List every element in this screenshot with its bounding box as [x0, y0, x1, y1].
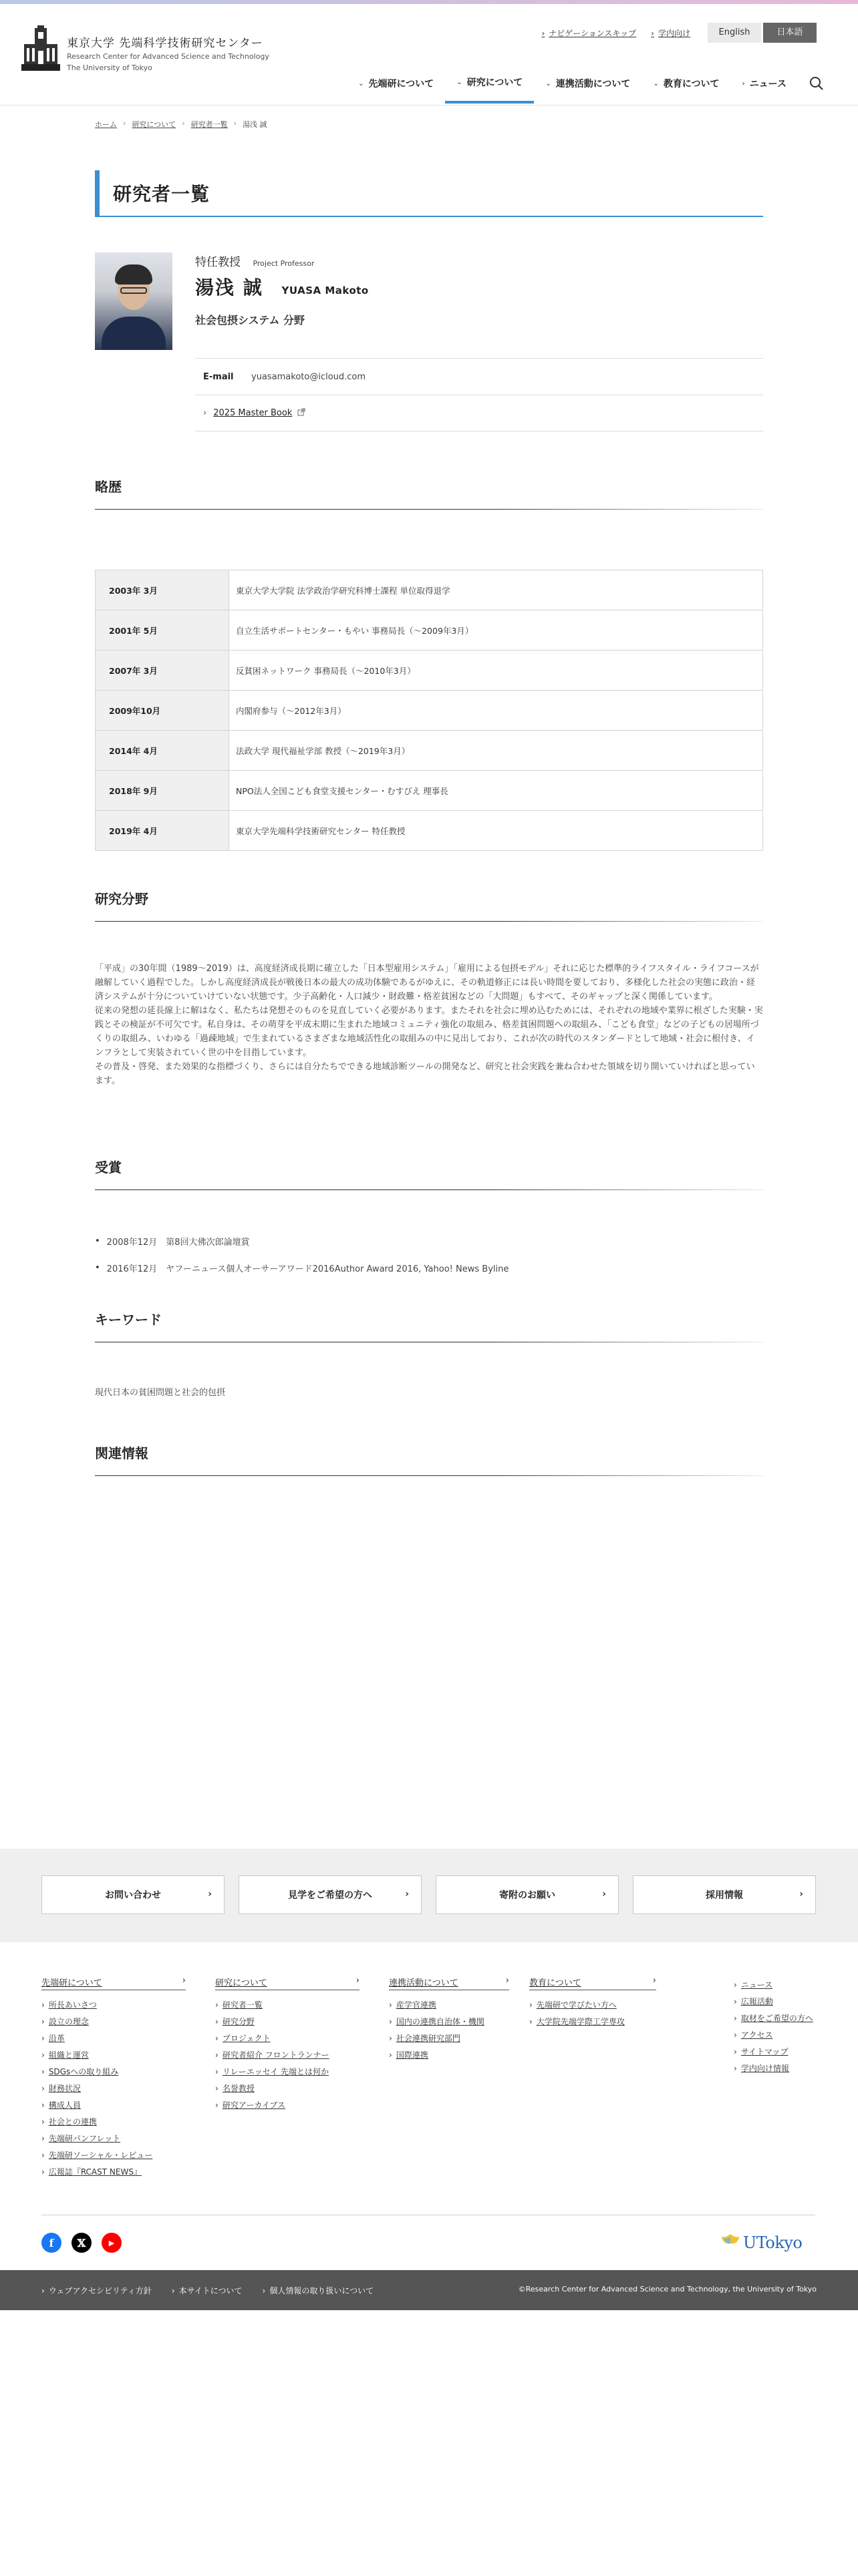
footer-link[interactable]: › アクセス	[734, 2027, 827, 2044]
table-row	[96, 651, 763, 691]
master-book-link[interactable]: 2025 Master Book	[213, 408, 293, 418]
footer-heading[interactable]: 先端研について ›	[41, 1976, 186, 1990]
section-heading-career: 略歴	[95, 476, 763, 510]
lang-english-button[interactable]: English	[708, 23, 761, 43]
career-year: 2003年 3月	[96, 570, 229, 610]
email-label: E-mail	[203, 371, 234, 382]
logo-university-en: The University of Tokyo	[67, 63, 152, 72]
footer-bottom-bar	[0, 2270, 858, 2310]
chevron-right-icon: ›	[355, 1976, 360, 1986]
chevron-down-icon: ⌄	[653, 79, 659, 87]
footer-link[interactable]: › プロジェクト	[215, 2030, 360, 2047]
keywords-section	[95, 1309, 763, 1342]
chevron-right-icon: ›	[799, 1889, 803, 1899]
footer-link[interactable]: › SDGsへの取り組み	[41, 2064, 186, 2080]
search-icon[interactable]	[802, 63, 831, 104]
career-detail: 東京大学大学院 法学政治学研究科博士課程 単位取得退学	[229, 570, 763, 610]
table-row	[96, 691, 763, 731]
chevron-right-icon: ›	[602, 1889, 606, 1899]
breadcrumb: ホーム › 研究について › 研究者一覧 › 湯浅 誠	[95, 119, 267, 129]
youtube-icon[interactable]: ▶	[102, 2233, 122, 2253]
research-field: 社会包摂システム 分野	[195, 314, 305, 327]
list-item: • 2008年12月 第8回大佛次郎論壇賞	[95, 1228, 763, 1254]
footer-col-education	[529, 1976, 656, 2030]
career-year: 2014年 4月	[96, 731, 229, 771]
global-nav	[347, 65, 831, 106]
building-logo-icon	[20, 24, 61, 72]
career-year: 2009年10月	[96, 691, 229, 731]
footer-link[interactable]: › 所長あいさつ	[41, 1997, 186, 2014]
career-detail: 法政大学 現代福祉学部 教授（〜2019年3月）	[229, 731, 763, 771]
footer-link[interactable]: › 広報誌『RCAST NEWS』	[41, 2164, 186, 2181]
research-paragraph: 「平成」の30年間（1989〜2019）は、高度経済成長期に確立した「日本型雇用システム」「雇用による包摂モデル」それに応じた標準的ライフスタイル・ライフコースが融解していく過程でした。しかし高度経済成長が戦後日本の最大の成功体験であるがゆえに、その軌道修正には長い時間を要しており、多様化した社会の実態に政治・経済システムが十分についていけていない状態です。少子高齢化・人口減少・財政難・格差貧困などの「大問題」もすべて、そのギャップと深く関係しています。	[95, 964, 759, 1002]
chevron-right-icon: ›	[208, 1889, 212, 1899]
lang-japanese-button[interactable]: 日本語	[763, 23, 817, 43]
master-book-row	[195, 395, 763, 431]
footer-link[interactable]: › 研究アーカイブス	[215, 2097, 360, 2114]
career-section	[95, 476, 763, 510]
footer-link[interactable]: › 広報活動	[734, 1994, 827, 2010]
chevron-right-icon: ›	[203, 408, 207, 418]
donation-button[interactable]: 寄附のお願い ›	[436, 1875, 619, 1914]
chevron-right-icon: ›	[505, 1976, 509, 1986]
awards-section	[95, 1157, 763, 1190]
footer-link[interactable]: › 国際連携	[389, 2047, 509, 2064]
utokyo-wordmark: UTokyo	[743, 2233, 803, 2252]
accessibility-policy-link[interactable]: › ウェブアクセシビリティ方針	[41, 2285, 152, 2296]
footer-link[interactable]: › 国内の連携自治体・機関	[389, 2014, 509, 2030]
position-title-en: Project Professor	[253, 259, 315, 268]
page-title: 研究者一覧	[113, 183, 210, 205]
breadcrumb-home[interactable]: ホーム	[95, 120, 117, 129]
nav-about[interactable]: ⌄ 先端研について	[358, 79, 434, 89]
research-paragraph: 従来の発想の延長線上に解はなく、私たちは発想そのものを見直していく必要があります。またそれを社会に埋め込むためには、それぞれの地域や業界に根ざした実験・実践とその検証が不可欠です。私自身は、その萌芽を平成末期に生まれた地域コミュニティ強化の取組み、格差貧困問題への取組み、「こども食堂」などの子どもの居場所づくりの取組み、いわゆる「過疎地域」で生まれているさまざまな地域活性化の取組みの中に見出しており、これが次の時代のスタンダードとして地域・社会に根付き、インフラとして実装されていく世の中を目指しています。	[95, 1006, 763, 1058]
footer-link[interactable]: › 研究者紹介 フロントランナー	[215, 2047, 360, 2064]
chevron-down-icon: ⌄	[545, 79, 551, 87]
facebook-icon[interactable]: f	[41, 2233, 61, 2253]
logo-title-jp: 東京大学 先端科学技術研究センター	[67, 37, 263, 50]
researcher-photo	[95, 252, 172, 350]
footer-link[interactable]: › サイトマップ	[734, 2044, 827, 2060]
breadcrumb-current: 湯浅 誠	[243, 120, 267, 129]
site-logo[interactable]	[20, 24, 269, 73]
research-description	[95, 962, 763, 1088]
utility-nav	[541, 23, 817, 43]
table-row	[96, 771, 763, 811]
chevron-down-icon: ⌄	[456, 78, 462, 86]
nav-education[interactable]: ⌄ 教育について	[653, 79, 720, 89]
footer-link[interactable]: › 研究分野	[215, 2014, 360, 2030]
footer-link[interactable]: › 組織と運営	[41, 2047, 186, 2064]
footer-link[interactable]: › 財務状況	[41, 2080, 186, 2097]
footer-link[interactable]: › 大学院先端学際工学専攻	[529, 2014, 656, 2030]
footer-link[interactable]: › 社会との連携	[41, 2114, 186, 2131]
footer-link[interactable]: › 先端研パンフレット	[41, 2131, 186, 2147]
footer-col-collaboration	[389, 1976, 509, 2064]
language-switcher	[708, 23, 817, 43]
nav-research[interactable]: ⌄ 研究について	[445, 63, 534, 104]
email-row	[195, 358, 763, 395]
section-heading-keywords: キーワード	[95, 1309, 763, 1342]
footer-link[interactable]: › 産学官連携	[389, 1997, 509, 2014]
footer-heading[interactable]: 教育について ›	[529, 1976, 656, 1990]
internal-link[interactable]: › 学内向け	[651, 27, 690, 39]
career-detail: 自立生活サポートセンター・もやい 事務局長（〜2009年3月）	[229, 610, 763, 651]
copyright-text: ©Research Center for Advanced Science and Technology, the University of Tokyo	[518, 2285, 817, 2293]
chevron-down-icon: ⌄	[358, 79, 364, 87]
researcher-profile	[95, 252, 763, 439]
logo-title-en: Research Center for Advanced Science and Technology	[67, 52, 269, 61]
x-twitter-icon[interactable]: 𝕏	[72, 2233, 92, 2253]
footer-col-about	[41, 1976, 186, 2181]
recruit-button[interactable]: 採用情報 ›	[633, 1875, 816, 1914]
career-detail: 反貧困ネットワーク 事務局長（〜2010年3月）	[229, 651, 763, 691]
about-site-link[interactable]: › 本サイトについて	[172, 2285, 243, 2296]
research-section	[95, 888, 763, 922]
contact-button[interactable]: お問い合わせ ›	[41, 1875, 225, 1914]
contact-band	[0, 1849, 858, 1942]
page-title-block	[95, 170, 763, 217]
career-year: 2019年 4月	[96, 811, 229, 851]
career-year: 2018年 9月	[96, 771, 229, 811]
breadcrumb-research[interactable]: 研究について	[132, 120, 176, 129]
footer-link[interactable]: › 名誉教授	[215, 2080, 360, 2097]
section-heading-related: 関連情報	[95, 1443, 763, 1476]
table-row	[96, 811, 763, 851]
privacy-policy-link[interactable]: › 個人情報の取り扱いについて	[263, 2285, 374, 2296]
researcher-name: 湯浅 誠	[195, 277, 263, 299]
section-heading-awards: 受賞	[95, 1157, 763, 1190]
chevron-right-icon: ›	[652, 1976, 656, 1986]
related-section	[95, 1443, 763, 1476]
list-item: • 2016年12月 ヤフーニュース個人オーサーアワード2016Author Award 2016, Yahoo! News Byline	[95, 1254, 763, 1281]
site-header	[0, 4, 858, 106]
footer-link[interactable]: › 取材をご希望の方へ	[734, 2010, 827, 2027]
chevron-right-icon: ›	[405, 1889, 409, 1899]
social-links	[41, 2233, 132, 2253]
footer-heading[interactable]: 研究について ›	[215, 1976, 360, 1990]
footer-heading[interactable]: 連携活動について ›	[389, 1976, 509, 1990]
ginkgo-leaf-icon	[720, 2233, 740, 2253]
footer-link[interactable]: › ニュース	[734, 1977, 827, 1994]
career-table	[95, 570, 763, 851]
email-value[interactable]: yuasamakoto@icloud.com	[251, 371, 366, 382]
position-title: 特任教授	[195, 256, 241, 269]
table-row	[96, 610, 763, 651]
external-link-icon	[297, 408, 305, 419]
awards-list	[95, 1228, 763, 1281]
breadcrumb-researchers[interactable]: 研究者一覧	[190, 120, 228, 129]
research-paragraph: その普及・啓発、また効果的な指標づくり、さらには自分たちでできる地域診断ツールの開発など、研究と社会実践を兼ね合わせた領域を切り開いていければと思っています。	[95, 1062, 755, 1086]
chevron-right-icon: ›	[742, 79, 745, 87]
footer-link[interactable]: › 学内向け情報	[734, 2060, 827, 2077]
visit-button[interactable]: 見学をご希望の方へ ›	[239, 1875, 422, 1914]
section-heading-research: 研究分野	[95, 888, 763, 922]
career-detail: 東京大学先端科学技術研究センター 特任教授	[229, 811, 763, 851]
footer-link[interactable]: › 社会連携研究部門	[389, 2030, 509, 2047]
utokyo-logo[interactable]	[720, 2233, 802, 2253]
career-detail: 内閣府参与（〜2012年3月）	[229, 691, 763, 731]
footer-link[interactable]: › リレーエッセイ 先端とは何か	[215, 2064, 360, 2080]
footer-col-misc	[734, 1970, 827, 2077]
chevron-right-icon: ›	[182, 1976, 186, 1986]
skip-navigation-link[interactable]: › ナビゲーションスキップ	[541, 27, 636, 39]
table-row	[96, 731, 763, 771]
keyword-text: 現代日本の貧困問題と社会的包摂	[95, 1388, 226, 1398]
footer-link[interactable]: › 設立の理念	[41, 2014, 186, 2030]
footer-col-research	[215, 1976, 360, 2114]
footer-link[interactable]: › 沿革	[41, 2030, 186, 2047]
footer-link[interactable]: › 研究者一覧	[215, 1997, 360, 2014]
nav-collaboration[interactable]: ⌄ 連携活動について	[545, 79, 631, 89]
footer-link[interactable]: › 先端研ソーシャル・レビュー	[41, 2147, 186, 2164]
footer-link[interactable]: › 構成人員	[41, 2097, 186, 2114]
career-year: 2001年 5月	[96, 610, 229, 651]
nav-news[interactable]: › ニュース	[742, 79, 786, 89]
career-year: 2007年 3月	[96, 651, 229, 691]
career-detail: NPO法人全国こども食堂支援センター・むすびえ 理事長	[229, 771, 763, 811]
table-row	[96, 570, 763, 610]
researcher-name-en: YUASA Makoto	[281, 285, 369, 297]
footer-link[interactable]: › 先端研で学びたい方へ	[529, 1997, 656, 2014]
